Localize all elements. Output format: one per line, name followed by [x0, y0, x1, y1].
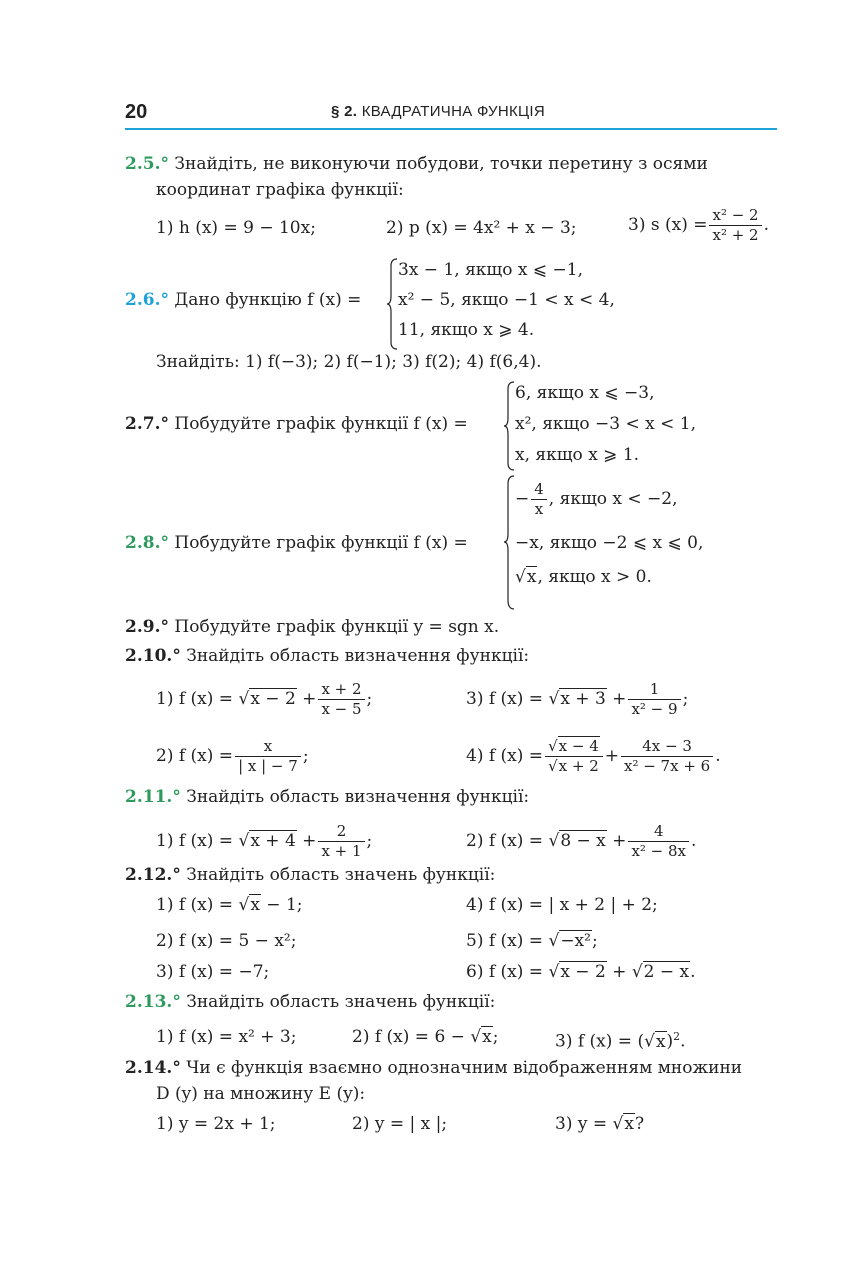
expr-lhs: 2) f (x) = 6 − [352, 1027, 465, 1047]
item-2-12-3: 3) f (x) = −7; [156, 962, 270, 982]
problem-text: Знайдіть, не виконуючи побудови, точки перетину з осями [174, 154, 708, 174]
item-2-12-1: 1) f (x) = √x − 1; [156, 895, 303, 915]
condition: , якщо x > 0. [537, 567, 652, 587]
section-mark: § 2. [331, 103, 358, 120]
section-title: КВАДРАТИЧНА ФУНКЦІЯ [361, 103, 546, 120]
denominator: √x + 2 [548, 757, 599, 775]
radicand: x [655, 1031, 666, 1052]
item-2-13-1: 1) f (x) = x² + 3; [156, 1027, 297, 1047]
expr-tail: − 1; [260, 895, 303, 915]
case-2-8-1 [515, 481, 678, 518]
section-header [331, 103, 545, 120]
numerator: 4 [628, 823, 689, 842]
fraction [628, 681, 680, 718]
expr-end: . [763, 215, 770, 235]
problem-text: Побудуйте графік функції f (x) = [174, 414, 468, 434]
problem-2-5-line2: координат графіка функції: [156, 180, 404, 200]
problem-2-10 [125, 646, 529, 666]
problem-2-8-lead [125, 533, 468, 553]
item-2-10-3: 3) f (x) = √x + 3 + $\frac{1}{\text{x² − 9}}$ ; [466, 680, 689, 718]
case-2-6-2: x² − 5, якщо −1 < x < 4, [398, 290, 615, 310]
radicand: x + 2 [558, 757, 599, 775]
radicand: x + 4 [250, 831, 296, 851]
radicand: x − 2 [250, 689, 296, 709]
problem-2-9 [125, 617, 499, 637]
problem-text: Знайдіть область значень функції: [186, 992, 496, 1012]
item-2-11-2: 2) f (x) = √8 − x + $\frac{4}{\text{x² − 8x}}$ . [466, 822, 697, 860]
case-2-7-2: x², якщо −3 < x < 1, [515, 414, 696, 434]
problem-text: Побудуйте графік функції f (x) = [174, 533, 468, 553]
exponent: 2 [673, 1030, 681, 1043]
problem-2-6-find: Знайдіть: 1) f(−3); 2) f(−1); 3) f(2); 4) f(6,4). [156, 352, 542, 372]
problem-2-12 [125, 865, 495, 885]
problem-number: 2.10.° [125, 646, 181, 666]
problem-2-5-line1 [125, 154, 708, 174]
expr-lhs: 2) f (x) = [466, 831, 544, 851]
left-brace [386, 258, 398, 350]
denominator: | x | − 7 [238, 757, 298, 775]
radicand: x [526, 567, 537, 587]
item-2-13-2: 2) f (x) = 6 − √x; [352, 1027, 499, 1047]
item-2-14-2: 2) y = | x |; [352, 1114, 448, 1134]
expr-lhs: 6) f (x) = [466, 962, 544, 982]
problem-number: 2.5.° [125, 154, 169, 174]
problem-number: 2.14.° [125, 1058, 181, 1078]
case-2-7-3: x, якщо x ⩾ 1. [515, 445, 640, 465]
fraction [621, 738, 713, 775]
problem-text: Знайдіть область визначення функції: [186, 646, 530, 666]
item-2-14-3: 3) y = √x? [555, 1114, 645, 1134]
problem-number: 2.6.° [125, 290, 169, 310]
radicand: −x² [560, 931, 591, 951]
item-2-12-5: 5) f (x) = √−x²; [466, 931, 598, 951]
expr-lhs: 5) f (x) = [466, 931, 544, 951]
numerator: x + 2 [318, 681, 364, 700]
numerator: √x − 4 [545, 738, 603, 757]
problem-text: Побудуйте графік функції y = sgn x. [174, 617, 500, 637]
radicand: x [250, 895, 260, 915]
radicand: x [624, 1114, 634, 1134]
problem-2-11 [125, 787, 529, 807]
case-2-7-1: 6, якщо x ⩽ −3, [515, 383, 655, 403]
numerator: 2 [318, 823, 364, 842]
fraction [318, 681, 364, 718]
problem-text: Знайдіть область визначення функції: [186, 787, 530, 807]
item-2-5-1: 1) h (x) = 9 − 10x; [156, 218, 316, 238]
problem-text: Знайдіть область значень функції: [186, 865, 496, 885]
item-2-10-1: 1) f (x) = √x − 2 + $\frac{x + 2}{x - 5}$ ; [156, 680, 373, 718]
problem-number: 2.13.° [125, 992, 181, 1012]
fraction [545, 738, 603, 775]
page-number: 20 [125, 101, 148, 123]
sqrt-sign: √ [515, 567, 526, 587]
case-2-6-3: 11, якщо x ⩾ 4. [398, 320, 535, 340]
fraction [628, 823, 689, 860]
numerator: 4x − 3 [621, 738, 713, 757]
fraction [235, 738, 301, 775]
case-2-8-3 [515, 567, 652, 587]
item-2-12-2: 2) f (x) = 5 − x²; [156, 931, 297, 951]
header-rule [125, 128, 777, 130]
item-2-10-4: 4) f (x) = $\frac{√x - 4}{√x + 2}$ + $\frac{4x - 3}{\text{x² − 7x + 6}}$ . [466, 737, 721, 775]
left-brace [503, 381, 515, 471]
problem-number: 2.7.° [125, 414, 169, 434]
problem-2-13 [125, 992, 495, 1012]
expr-lhs: 1) f (x) = [156, 831, 234, 851]
item-2-13-3: 3) f $(x) = (√x)^2$. [555, 1030, 686, 1052]
item-2-5-2: 2) p (x) = 4x² + x − 3; [386, 218, 577, 238]
expr-lhs: 3) y = [555, 1114, 608, 1134]
problem-2-14-line2: D (y) на множину E (y): [156, 1084, 366, 1104]
item-2-14-1: 1) y = 2x + 1; [156, 1114, 276, 1134]
expr-lhs: 4) f (x) = [466, 746, 544, 766]
problem-2-7-lead [125, 414, 468, 434]
expr-lhs: 3) s (x) = [628, 215, 708, 235]
item-2-10-2: 2) f (x) = $\frac{x}{| x | - 7}$ ; [156, 737, 309, 775]
problem-number: 2.8.° [125, 533, 169, 553]
expr-lhs: 3) f (x) = [555, 1031, 633, 1052]
denominator: x² + 2 [712, 226, 759, 244]
denominator: x + 1 [321, 842, 362, 860]
denominator: x − 5 [321, 700, 362, 718]
item-2-12-4: 4) f (x) = | x + 2 | + 2; [466, 895, 658, 915]
radicand: x − 2 [560, 962, 606, 982]
expr-end: ? [634, 1114, 645, 1134]
problem-number: 2.11.° [125, 787, 181, 807]
problem-number: 2.9.° [125, 617, 169, 637]
expr-lhs: 1) f (x) = [156, 895, 234, 915]
item-2-11-1: 1) f (x) = √x + 4 + $\frac{2}{x + 1}$ ; [156, 822, 373, 860]
item-2-5-3 [628, 207, 769, 244]
denominator: x² − 8x [631, 842, 687, 860]
fraction [709, 207, 761, 244]
numerator: 1 [628, 681, 680, 700]
case-2-8-2: −x, якщо −2 ⩽ x ⩽ 0, [515, 533, 704, 553]
case-2-6-1: 3x − 1, якщо x ⩽ −1, [398, 260, 583, 280]
numerator: x² − 2 [709, 207, 761, 226]
expr-lhs: 3) f (x) = [466, 689, 544, 709]
radicand: x − 4 [558, 737, 599, 755]
item-2-12-6: 6) f (x) = √x − 2 + √2 − x. [466, 962, 696, 982]
left-brace [503, 475, 515, 610]
radicand: 8 − x [560, 831, 606, 851]
expr-lhs: 2) f (x) = [156, 746, 234, 766]
denominator: x² − 9 [631, 700, 678, 718]
problem-2-14-line1 [125, 1058, 742, 1078]
denominator: x [534, 500, 544, 518]
problem-text: Дано функцію f (x) = [174, 290, 362, 310]
fraction [531, 481, 547, 518]
problem-2-6-lead [125, 290, 361, 310]
expr-lhs: 1) f (x) = [156, 689, 234, 709]
numerator: x [235, 738, 301, 757]
radicand: x + 3 [560, 689, 606, 709]
problem-number: 2.12.° [125, 865, 181, 885]
numerator: 4 [531, 481, 547, 500]
fraction [318, 823, 364, 860]
minus-sign: − [515, 489, 530, 509]
denominator: x² − 7x + 6 [623, 757, 711, 775]
problem-text: Чи є функція взаємно однозначним відображенням множини [186, 1058, 743, 1078]
radicand: x [482, 1027, 492, 1047]
radicand: 2 − x [643, 962, 690, 982]
condition: , якщо x < −2, [548, 489, 678, 509]
